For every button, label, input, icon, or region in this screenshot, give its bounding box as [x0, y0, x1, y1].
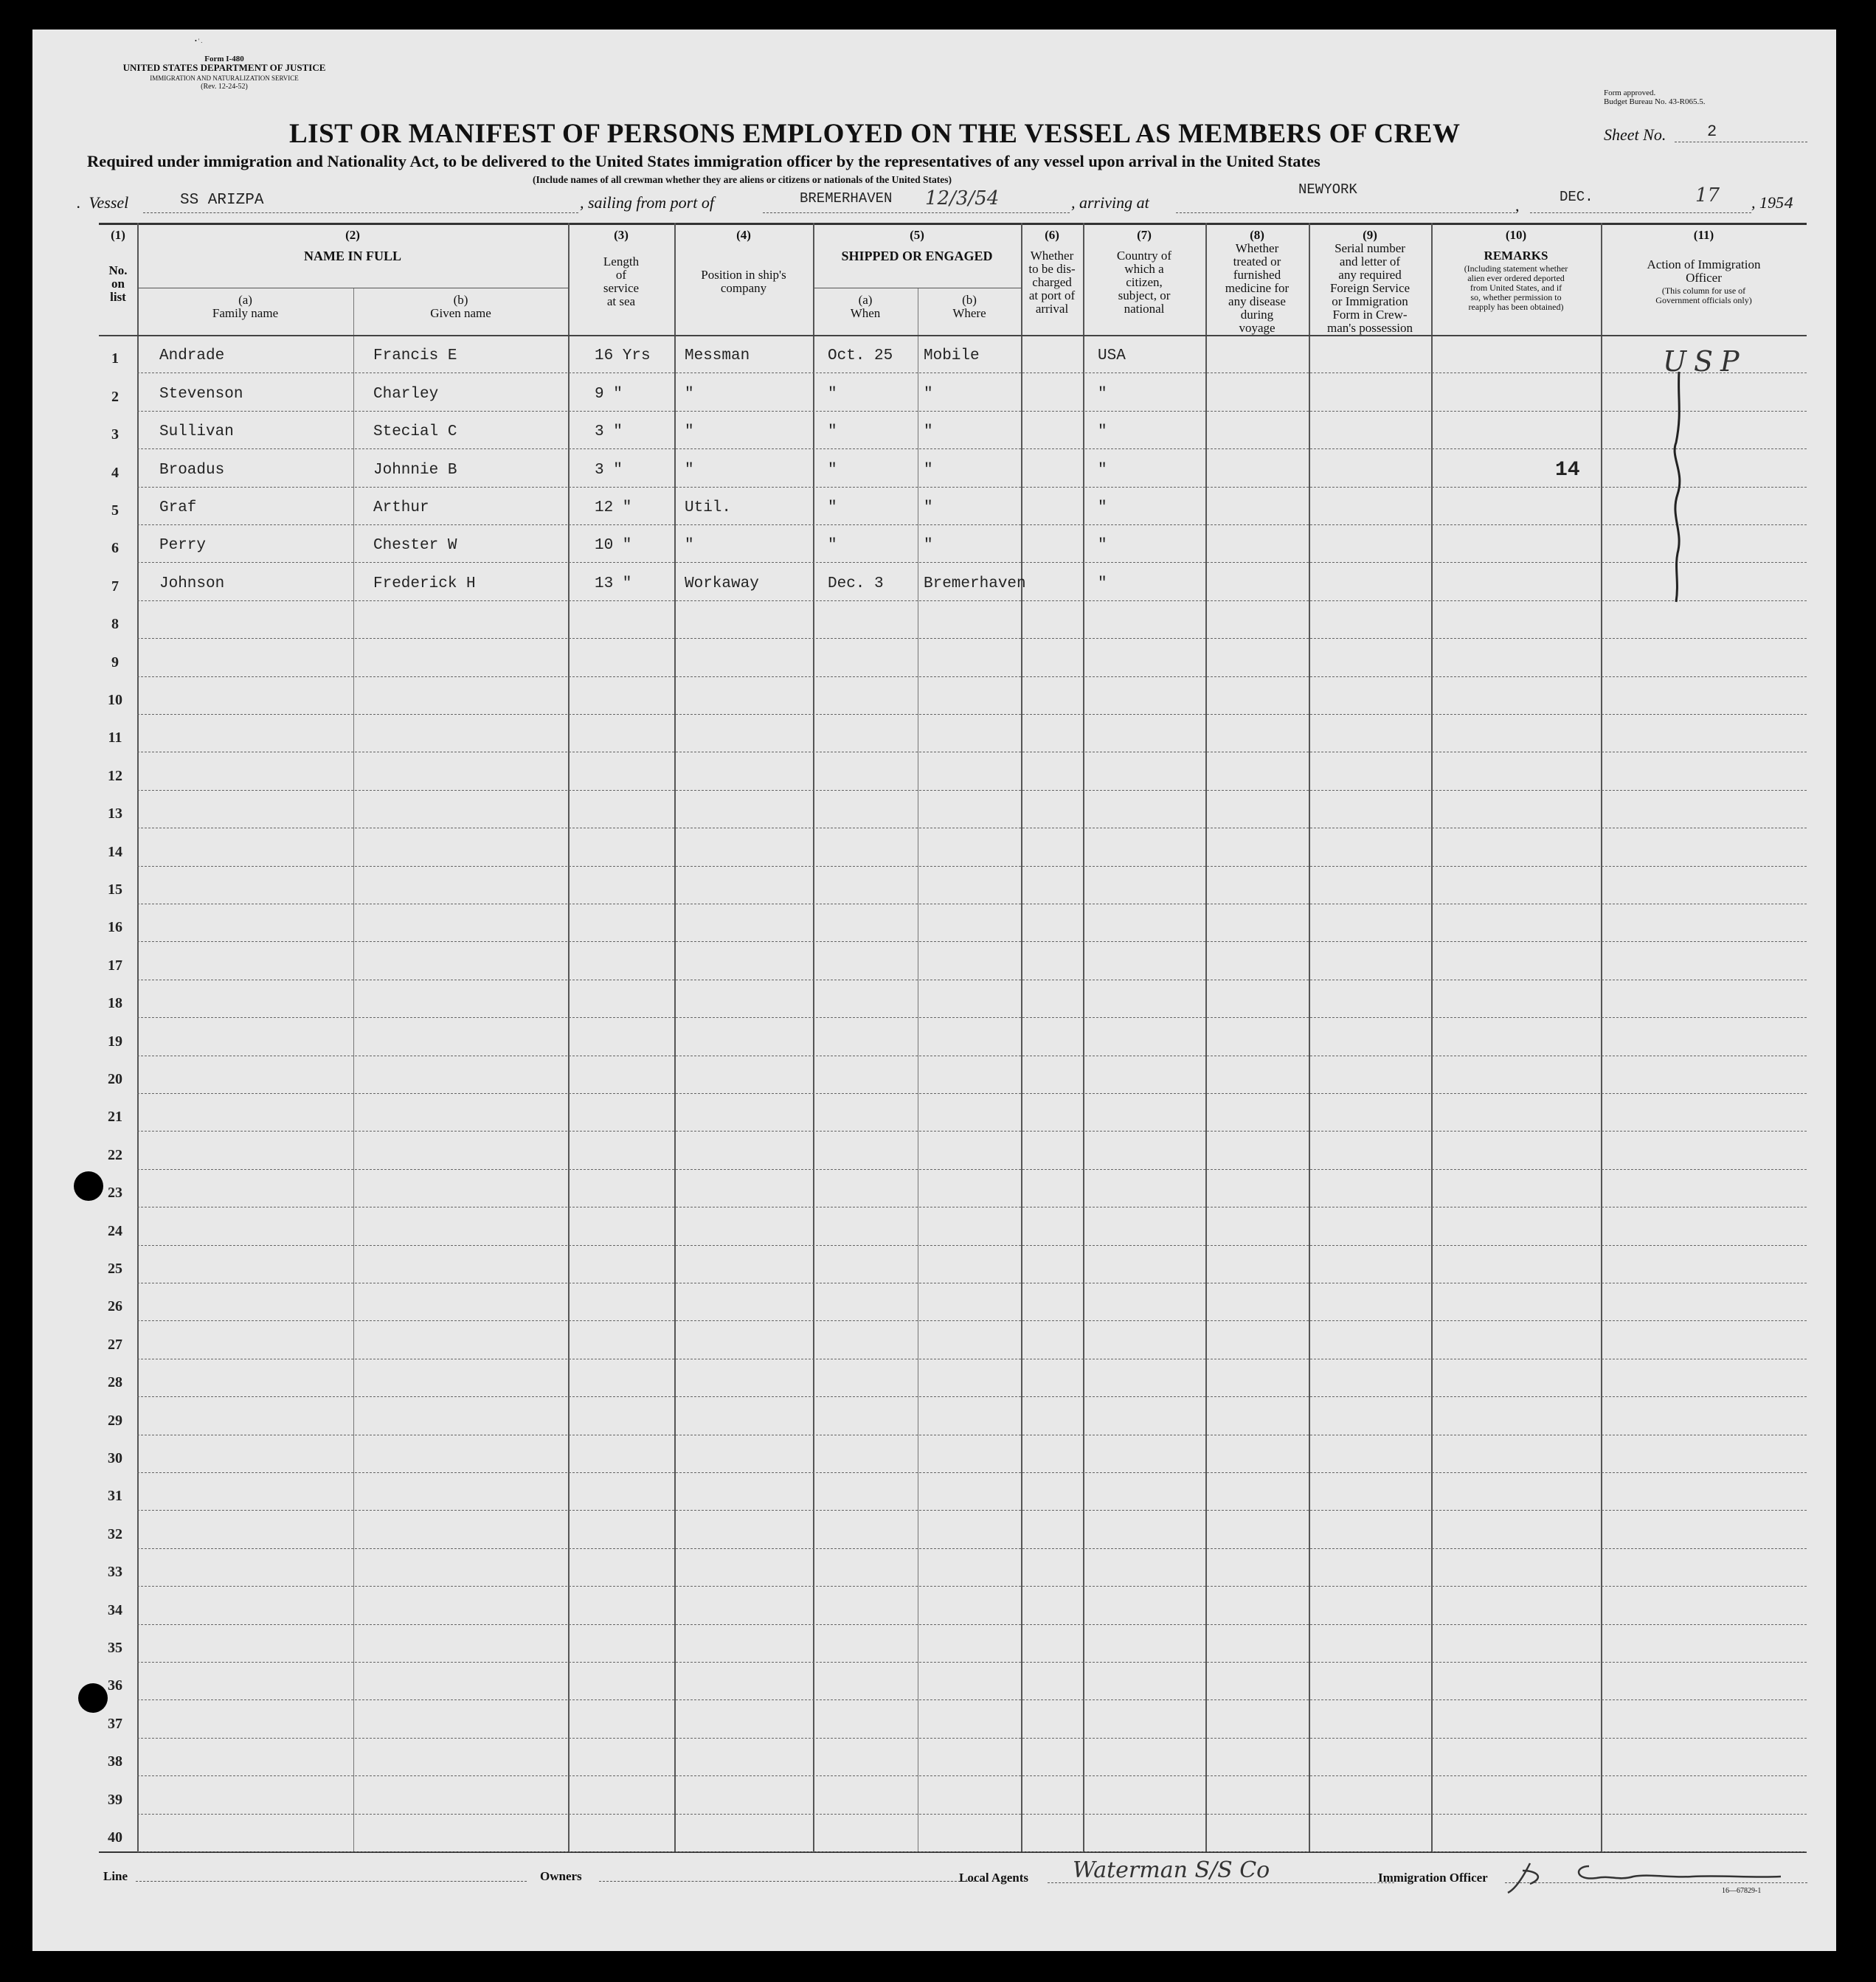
row-line [137, 1775, 1807, 1776]
punch-hole-lower [78, 1683, 108, 1713]
row-line [137, 1472, 1807, 1473]
row-number: 2 [111, 388, 119, 405]
row-line [137, 1548, 1807, 1549]
crew-when-cell: Dec. 3 [828, 575, 884, 592]
row-number: 14 [108, 843, 122, 860]
col5a-header: When [850, 306, 881, 320]
form-number: Form I-480 [204, 55, 244, 63]
department: UNITED STATES DEPARTMENT OF JUSTICE [122, 62, 326, 73]
row-line [137, 1320, 1807, 1321]
col3-number: (3) [614, 228, 629, 242]
row-number: 39 [108, 1791, 122, 1808]
row-line [137, 1624, 1807, 1625]
row-line [137, 1017, 1807, 1018]
port-to: NEWYORK [1298, 181, 1357, 198]
row-number: 11 [108, 730, 122, 746]
crew-service-cell: 3 " [595, 423, 623, 441]
crew-country-cell: " [1098, 575, 1107, 592]
col5a-letter: (a) [858, 293, 873, 307]
row-line [137, 1510, 1807, 1511]
crew-country-cell: " [1098, 537, 1107, 555]
crew-country-cell: USA [1098, 347, 1126, 365]
crew-service-cell: 16 Yrs [595, 347, 651, 365]
crew-family-cell: Stevenson [159, 385, 243, 403]
col2b-header: Given name [430, 306, 491, 320]
vessel-underline [143, 212, 578, 213]
row-number: 9 [111, 654, 119, 671]
crew-position-cell: " [685, 461, 694, 479]
crew-country-cell: " [1098, 385, 1107, 403]
sailing-date-handwritten: 12/3/54 [925, 187, 1000, 209]
officer-mark: USP [1663, 345, 1747, 378]
row-line [137, 1586, 1807, 1587]
col7-number: (7) [1137, 228, 1152, 242]
row-number: 28 [108, 1374, 122, 1391]
row-line [137, 562, 1807, 563]
revision: (Rev. 12-24-52) [201, 83, 248, 91]
local-agents-signature: Waterman S/S Co [1073, 1857, 1270, 1883]
col11-number: (11) [1693, 228, 1714, 242]
crew-when-cell: " [828, 385, 837, 403]
row-line [137, 638, 1807, 639]
arrival-day-handwritten: 17 [1695, 184, 1720, 207]
footer-local-agents-label: Local Agents [959, 1871, 1028, 1885]
crew-country-cell: " [1098, 423, 1107, 441]
row-line [137, 448, 1807, 449]
crew-given-cell: Arthur [373, 499, 429, 516]
punch-hole-upper [74, 1171, 103, 1201]
crew-service-cell: 9 " [595, 385, 623, 403]
row-line [137, 676, 1807, 677]
crew-family-cell: Graf [159, 499, 197, 516]
col4-header: Position in ship's company [701, 268, 786, 295]
row-number: 13 [108, 805, 122, 822]
crew-when-cell: " [828, 537, 837, 555]
crew-where-cell: " [924, 423, 933, 441]
row-line [137, 411, 1807, 412]
crew-service-cell: 10 " [595, 537, 632, 555]
crew-family-cell: Broadus [159, 461, 225, 479]
sheet-label: Sheet No. [1604, 125, 1666, 144]
crew-where-cell: " [924, 385, 933, 403]
col3-header: Length of service at sea [603, 254, 640, 308]
row-line [137, 1131, 1807, 1132]
row-number: 6 [111, 540, 119, 557]
col2-header: NAME IN FULL [303, 249, 401, 263]
crew-when-cell: " [828, 461, 837, 479]
col4-number: (4) [736, 228, 751, 242]
row-number: 8 [111, 616, 119, 633]
row-number: 24 [108, 1222, 122, 1239]
col2-number: (2) [345, 228, 360, 242]
row-line [137, 1396, 1807, 1397]
crew-given-cell: Charley [373, 385, 439, 403]
row-line [137, 866, 1807, 867]
port-from: BREMERHAVEN [800, 190, 893, 207]
requirement-text: Required under immigration and Nationality Act, to be delivered to the United States immigration officer by the representatives of any vessel upon arrival in the United States [87, 152, 1321, 170]
row-line [137, 1093, 1807, 1094]
arrival-date-underline [1530, 212, 1751, 213]
row-line [137, 714, 1807, 715]
sheet-number: 2 [1707, 122, 1717, 141]
col11-header: Action of Immigration Officer [1647, 257, 1761, 285]
arriving-label: , arriving at [1071, 193, 1149, 212]
row-number: 29 [108, 1412, 122, 1429]
crew-service-cell: 13 " [595, 575, 632, 592]
row-number: 21 [108, 1109, 122, 1126]
row-number: 5 [111, 502, 119, 519]
row-number: 35 [108, 1640, 122, 1656]
col6-header: Whether to be dis- charged at port of arrival [1028, 249, 1076, 316]
row-line [137, 600, 1807, 601]
row-number: 19 [108, 1033, 122, 1050]
col2b-letter: (b) [453, 293, 468, 307]
crew-family-cell: Perry [159, 537, 207, 555]
crew-family-cell: Johnson [159, 575, 225, 592]
row-number: 25 [108, 1261, 122, 1277]
row-number: 16 [108, 919, 122, 936]
row-line [137, 1662, 1807, 1663]
col5b-letter: (b) [962, 293, 977, 307]
col8-header: Whether treated or furnished medicine for any disease during voyage [1225, 241, 1290, 335]
col5-number: (5) [910, 228, 924, 242]
col1-number: (1) [111, 228, 125, 242]
budget-bureau: Budget Bureau No. 43-R065.5. [1604, 97, 1706, 106]
row-number: 23 [108, 1185, 122, 1202]
row-number: 40 [108, 1829, 122, 1846]
row-number: 18 [108, 995, 122, 1012]
crew-given-cell: Johnnie B [373, 461, 457, 479]
col5-header: SHIPPED OR ENGAGED [841, 249, 993, 263]
crew-where-cell: Bremerhaven [924, 575, 1026, 592]
include-note: (Include names of all crewman whether they are aliens or citizens or nationals of the United States) [533, 174, 952, 185]
form-approval: Form approved. [1604, 89, 1656, 97]
row-number: 30 [108, 1450, 122, 1466]
row-number: 26 [108, 1298, 122, 1315]
col7-header: Country of which a citizen, subject, or national [1116, 249, 1172, 316]
row-number: 22 [108, 1146, 122, 1163]
row-number: 33 [108, 1564, 122, 1581]
crew-position-cell: " [685, 423, 694, 441]
sailing-label: , sailing from port of [580, 193, 714, 212]
crew-position-cell: Util. [685, 499, 732, 516]
row-number: 1 [111, 350, 119, 367]
crew-where-cell: Mobile [924, 347, 980, 365]
form-title: LIST OR MANIFEST OF PERSONS EMPLOYED ON THE VESSEL AS MEMBERS OF CREW [289, 119, 1461, 149]
row-number: 20 [108, 1071, 122, 1087]
crew-country-cell: " [1098, 499, 1107, 516]
row-number: 31 [108, 1488, 122, 1505]
row-number: 12 [108, 767, 122, 784]
vessel-label: . Vessel [77, 193, 129, 212]
col1-header: No. on list [108, 263, 128, 304]
row-number: 37 [108, 1715, 122, 1732]
col10-note: (Including statement whether alien ever ordered deported from United States, and if so, whether permission to reapply has been obtained) [1464, 263, 1568, 312]
year-label: , 1954 [1751, 193, 1794, 213]
crew-position-cell: " [685, 537, 694, 555]
crew-where-cell: " [924, 461, 933, 479]
crew-when-cell: Oct. 25 [828, 347, 893, 365]
port-from-underline [763, 212, 1070, 213]
col10-number: (10) [1505, 228, 1527, 242]
header-bottom-border [99, 335, 1807, 336]
row-line [137, 790, 1807, 791]
row-number: 38 [108, 1753, 122, 1770]
crew-family-cell: Andrade [159, 347, 225, 365]
row-line [137, 1245, 1807, 1246]
crew-where-cell: " [924, 537, 933, 555]
col9-number: (9) [1363, 228, 1377, 242]
vessel-name: SS ARIZPA [180, 192, 264, 209]
col5b-header: Where [952, 306, 986, 320]
crew-position-cell: Workaway [685, 575, 759, 592]
footer-immigration-officer-label: Immigration Officer [1378, 1871, 1488, 1885]
col2a-header: Family name [212, 306, 279, 320]
crew-service-cell: 12 " [595, 499, 632, 516]
table-top-border [99, 223, 1807, 225]
crew-when-cell: " [828, 499, 837, 516]
row-line [137, 487, 1807, 488]
row-number: 3 [111, 426, 119, 443]
crew-country-cell: " [1098, 461, 1107, 479]
row-line [137, 1814, 1807, 1815]
col8-number: (8) [1250, 228, 1264, 242]
remarks-count: 14 [1555, 459, 1580, 482]
crew-family-cell: Sullivan [159, 423, 234, 441]
footer-line-label: Line [103, 1869, 128, 1883]
row-line [137, 1738, 1807, 1739]
row-number: 34 [108, 1601, 122, 1618]
crew-when-cell: " [828, 423, 837, 441]
col2a-letter: (a) [238, 293, 252, 307]
crew-given-cell: Francis E [373, 347, 457, 365]
crew-given-cell: Stecial C [373, 423, 457, 441]
row-number: 27 [108, 1336, 122, 1353]
immigration-officer-signature [1501, 1848, 1810, 1900]
corner-mark: • ' . [195, 38, 203, 44]
service: IMMIGRATION AND NATURALIZATION SERVICE [150, 75, 299, 82]
row-line [137, 1699, 1807, 1700]
crew-where-cell: " [924, 499, 933, 516]
footer-form-code: 16—67829-1 [1722, 1887, 1762, 1895]
col10-header: REMARKS [1484, 249, 1548, 263]
crew-position-cell: " [685, 385, 694, 403]
crew-position-cell: Messman [685, 347, 750, 365]
manifest-sheet: • ' . Form I-480 UNITED STATES DEPARTMENT OF JUSTICE IMMIGRATION AND NATURALIZATION SERVICE (Rev. 12-24-52) Form approved. Budget Bureau No. 43-R065.5. LIST OR MANIFEST OF PERSONS EMPLOYED ON THE VESSEL AS MEMBERS OF CREW Sheet No. 2 Required under immigration and Nationality Act, to be delivered to the United States immigration officer by the representatives of any vessel upon arrival in the United States (Include names of all crewman whether they are aliens or citizens or nationals of the United States) . Vessel SS ARIZPA , sailing from port of BREMERHAVEN 12/3/54 , arriving at NEWYORK , DEC. 17 , 1954 (1) No. on list (2) NAME IN FULL (a) Family name (b) Given name (3) Length of service at sea (4) Position in ship's company (5) SHIPPED OR ENGAGED (a) When (b) Where (6) Whether to be dis- charged at port of arrival (7) Country of which a citizen, subject, or national (8) Whether treated or furnished medicine for any disease during voyage (9) Serial number and letter of any required Foreign Service or Immigration Form in Crew- man's possession (10) REMARKS (Including statement whether alien ever ordered deported from United States, and if so, whether permission to reapply has been obtained) (11) Action of Immigration Officer (This column for use of Government officials only) 1 2 3 4 5 6 7 8 9 10 11 12 13 14 15 16 17 18 19 20 21 22 23 24 25 26 27 28 29 30 31 32 33 34 35 36 37 38 39 40 Andrade Francis E 16 Yrs Messman Oct. 25 Mobile USA Stevenson Charley 9 " " " " " Sullivan Stecial C 3 " " " " " Broadus Johnnie B 3 " " " " " Graf Arthur 12 " Util. " " " Perry Chester W 10 " " " " " Johnson Frederick H 13 " Workaway Dec. 3 Bremerhaven " 14 USP Line Owners Local Agents Waterman S/S Co Immigration Officer 16—67829-1 [32, 30, 1836, 1951]
crew-given-cell: Chester W [373, 537, 457, 555]
row-line [137, 524, 1807, 525]
row-number: 36 [108, 1677, 122, 1694]
arrival-date: DEC. [1560, 189, 1593, 205]
port-to-underline [1176, 212, 1515, 213]
col6-number: (6) [1045, 228, 1059, 242]
row-number: 17 [108, 957, 122, 974]
row-number: 7 [111, 578, 119, 595]
row-number: 4 [111, 464, 119, 481]
officer-bracket [1655, 369, 1700, 605]
row-number: 32 [108, 1525, 122, 1542]
row-number: 15 [108, 881, 122, 898]
crew-service-cell: 3 " [595, 461, 623, 479]
col9-header: Serial number and letter of any required Foreign Service or Immigration Form in Crew- man's possession [1327, 241, 1413, 335]
crew-given-cell: Frederick H [373, 575, 476, 592]
row-line [137, 1169, 1807, 1170]
row-line [137, 941, 1807, 942]
row-number: 10 [108, 692, 122, 708]
footer-owners-label: Owners [540, 1869, 582, 1883]
col11-note: (This column for use of Government officials only) [1655, 285, 1752, 305]
